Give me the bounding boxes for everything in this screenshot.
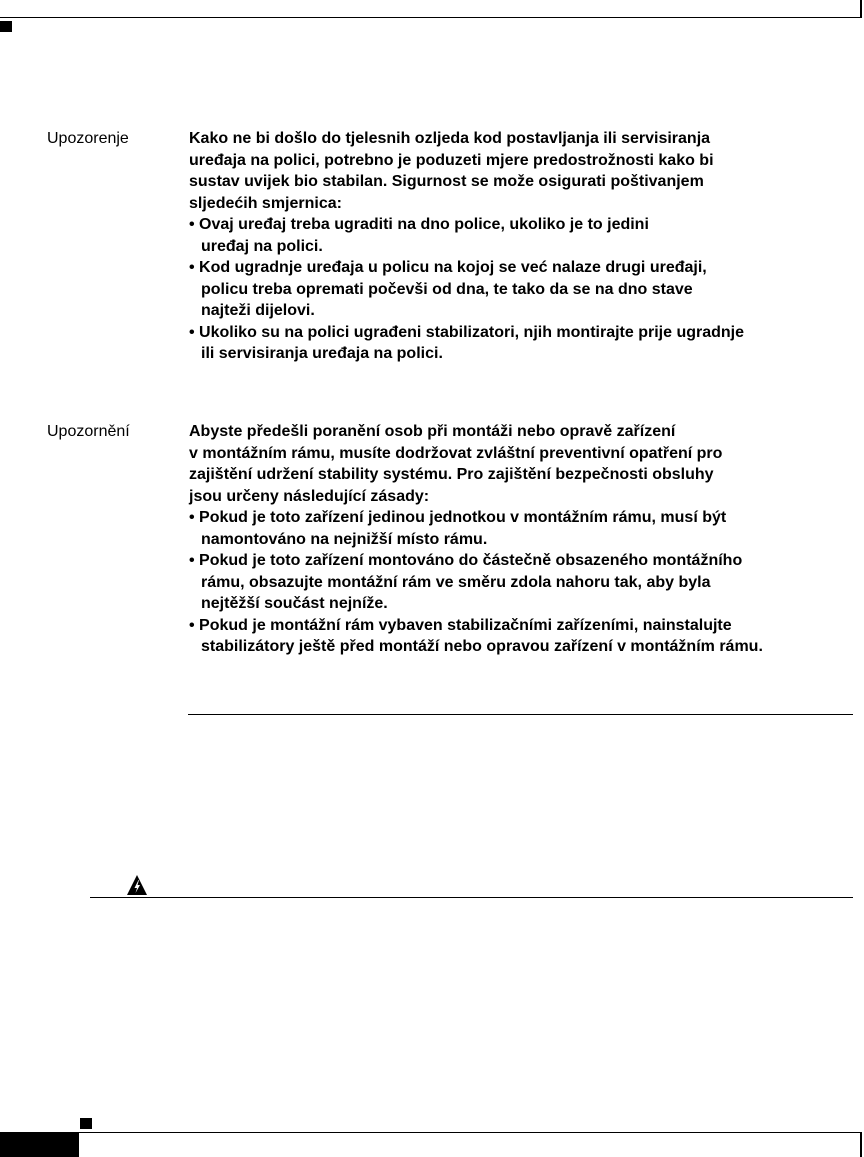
text-line: Abyste předešli poranění osob při montáži nebo opravě zařízení: [189, 423, 676, 440]
text-line: v montážním rámu, musíte dodržovat zvláštní preventivní opatření pro: [189, 444, 723, 462]
text-line: zajištění udržení stability systému. Pro zajištění bezpečnosti obsluhy: [189, 466, 714, 483]
text-line: sustav uvijek bio stabilan. Sigurnost se može osigurati poštivanjem: [189, 173, 704, 190]
warning-triangle-icon: [126, 874, 148, 896]
warning-heading-rule: [90, 897, 853, 898]
bullet-continuation: policu treba opremati počevši od dna, te tako da se na dno stave: [201, 280, 693, 298]
bullet-line: • Pokud je toto zařízení jedinou jednotkou v montážním rámu, musí být: [189, 509, 727, 526]
header-corner-mark: [860, 0, 862, 18]
footer-tab: [0, 1132, 79, 1157]
bullet-continuation: ili servisiranja uređaja na polici.: [201, 345, 443, 362]
bullet-continuation: najteži dijelovi.: [201, 302, 315, 319]
bullet-line: • Pokud je montážní rám vybaven stabilizačními zařízeními, nainstalujte: [189, 616, 732, 634]
section-divider: [188, 714, 853, 715]
warning-text: [189, 128, 744, 365]
text-line: Kako ne bi došlo do tjelesnih ozljeda kod postavljanja ili servisiranja: [189, 130, 711, 147]
text-line: uređaja na polici, potrebno je poduzeti mjere predostrožnosti kako bi: [189, 151, 714, 169]
header-square-mark: [0, 21, 12, 32]
bullet-continuation: stabilizátory ještě před montáží nebo opravou zařízení v montážním rámu.: [201, 638, 763, 655]
footer-rule: [79, 1132, 860, 1133]
warning-text: [189, 421, 763, 658]
bullet-continuation: nejtěžší součást nejníže.: [201, 595, 388, 612]
bullet-line: • Pokud je toto zařízení montováno do částečně obsazeného montážního: [189, 552, 743, 569]
bullet-line: • Ukoliko su na polici ugrađeni stabilizatori, njih montirajte prije ugradnje: [189, 323, 745, 341]
footer-corner-mark: [860, 1132, 862, 1157]
bullet-continuation: uređaj na polici.: [201, 237, 323, 255]
warning-label: Upozorenje: [47, 130, 129, 147]
bullet-line: • Ovaj uređaj treba ugraditi na dno police, ukoliko je to jedini: [189, 216, 649, 233]
text-line: jsou určeny následující zásady:: [189, 487, 430, 505]
bullet-line: • Kod ugradnje uređaja u policu na kojoj se već nalaze drugi uređaji,: [189, 259, 707, 276]
bullet-continuation: namontováno na nejnižší místo rámu.: [201, 530, 488, 548]
header-rule: [0, 17, 861, 18]
text-line: sljedećih smjernica:: [189, 194, 342, 212]
footer-square-mark: [80, 1118, 92, 1129]
bullet-continuation: rámu, obsazujte montážní rám ve směru zdola nahoru tak, aby byla: [201, 573, 711, 591]
warning-label: Upozornění: [47, 423, 130, 440]
